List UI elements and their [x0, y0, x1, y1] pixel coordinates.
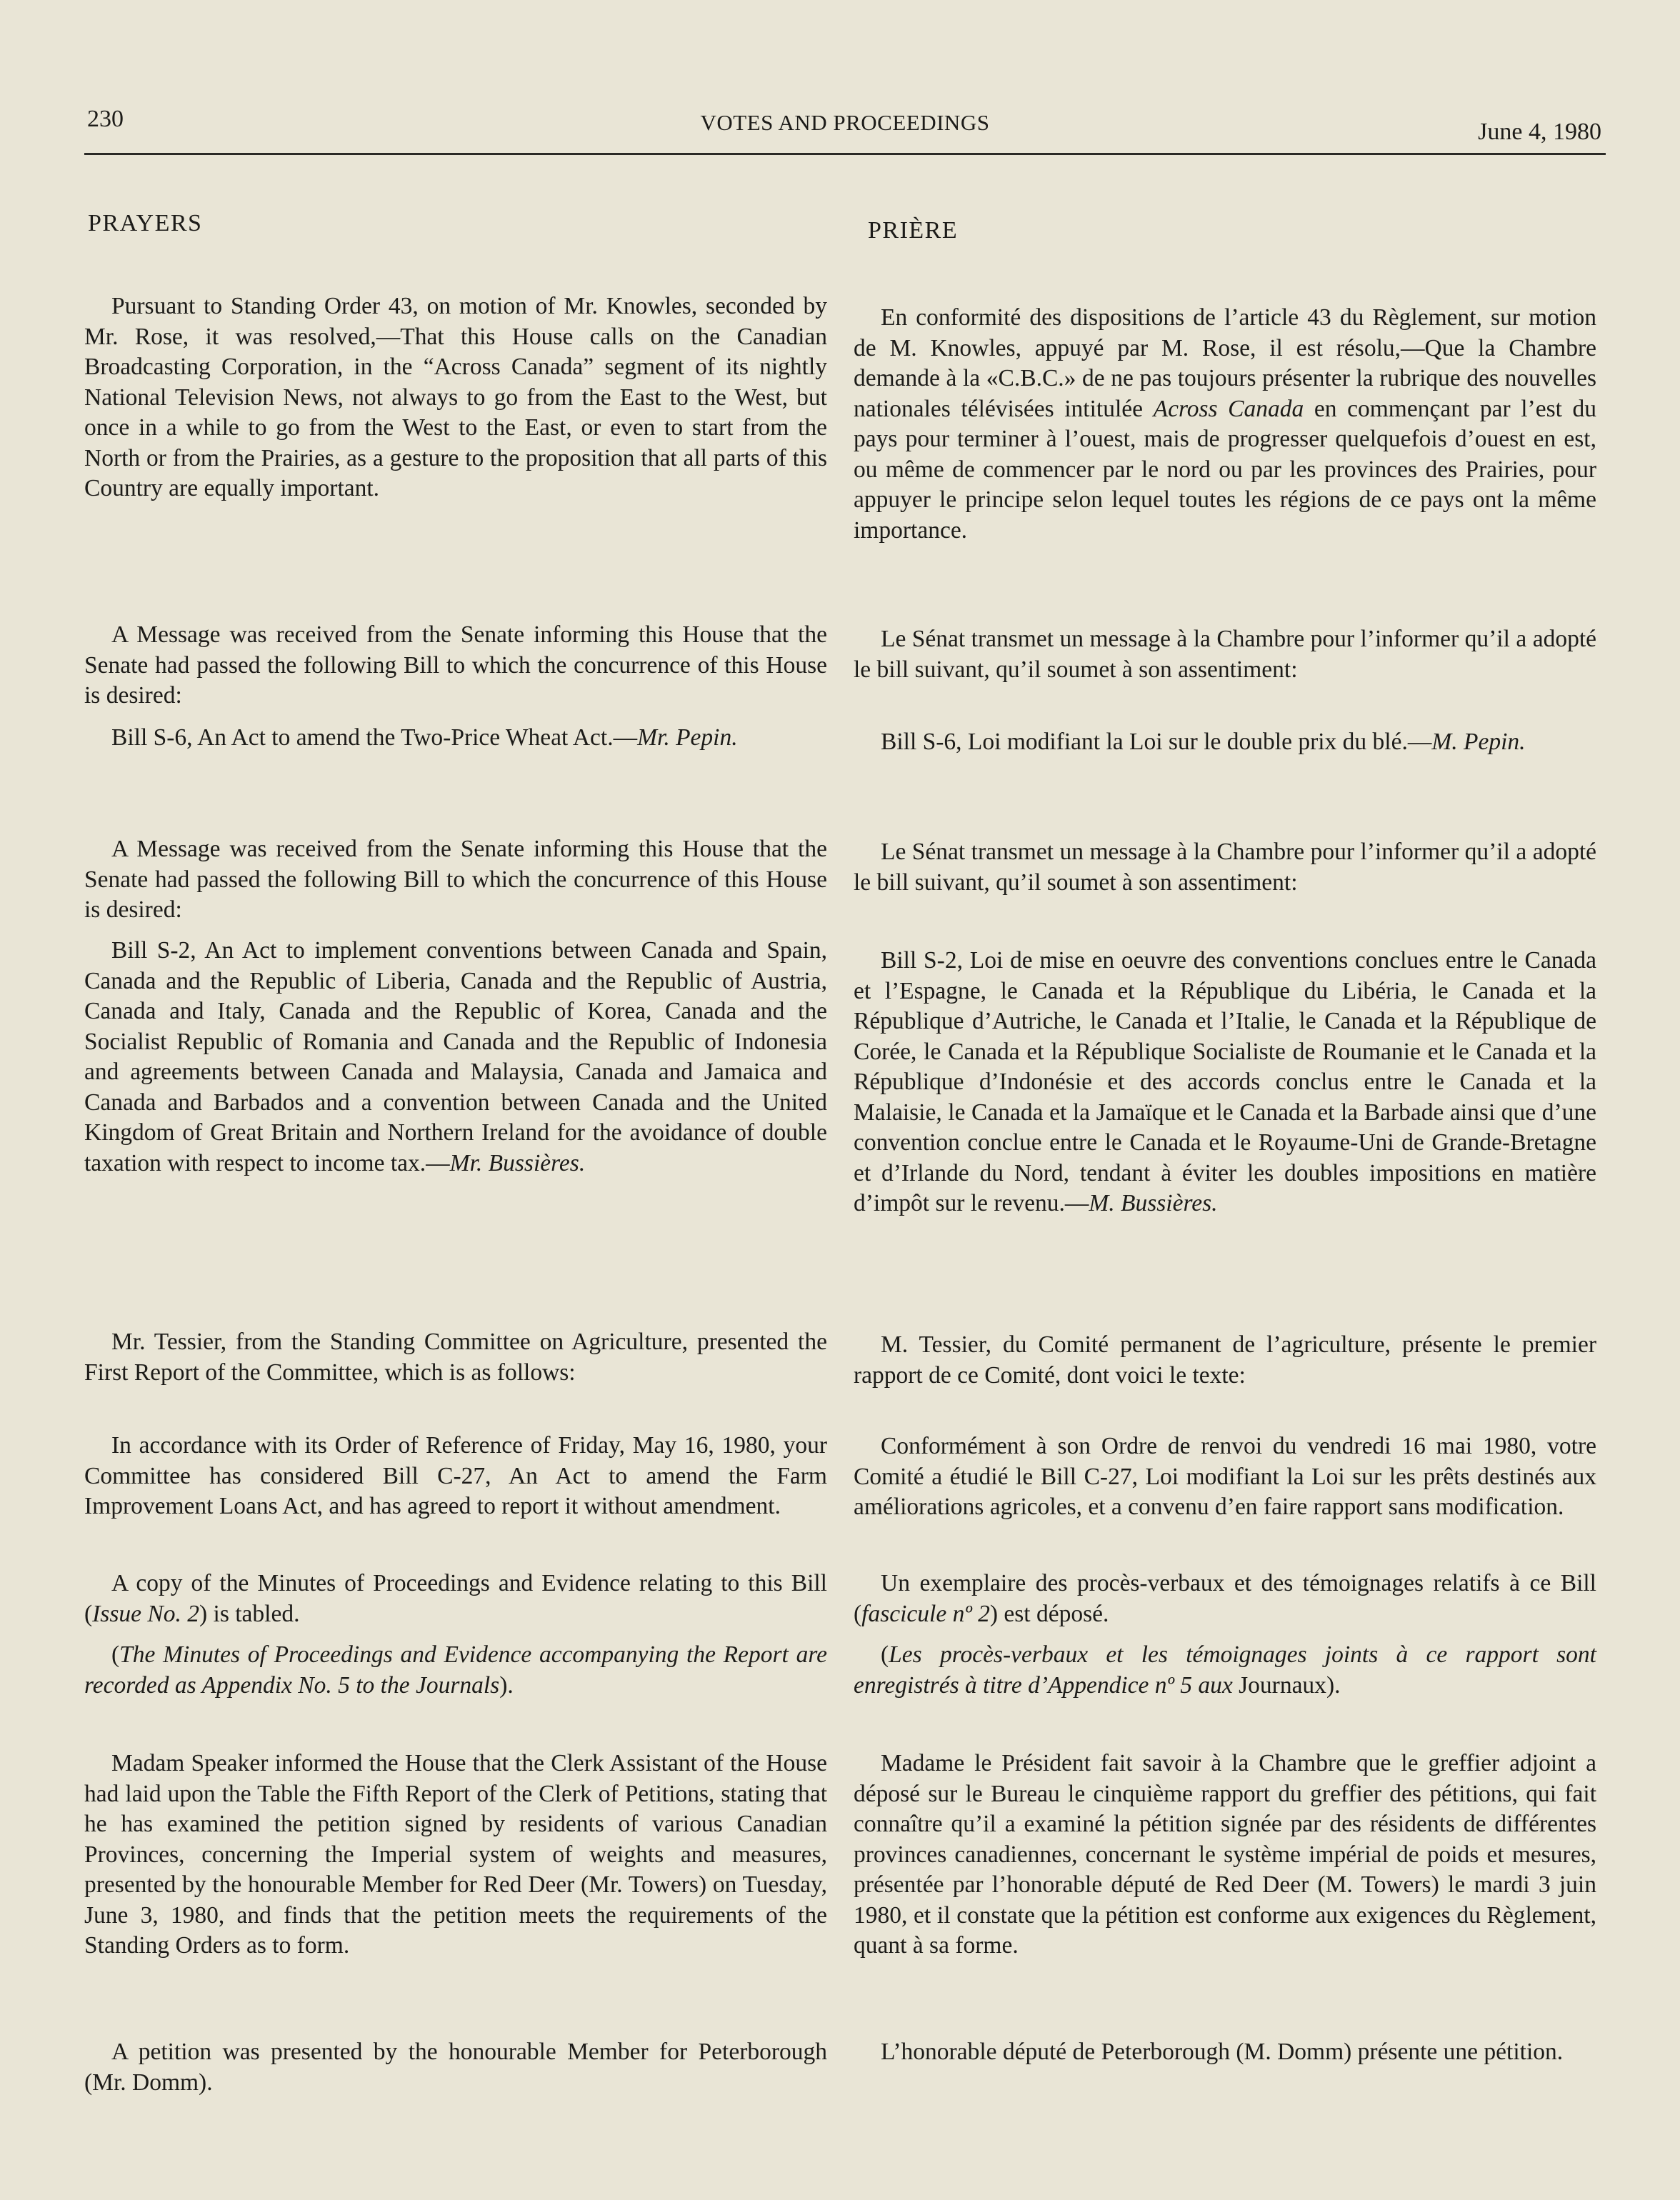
bill-s2-entry-fr: Bill S-2, Loi de mise en oeuvre des conventions conclues entre le Canada et l’Espagne, le Canada et la République du Libéria, le Canada et la République d’Autriche, le Canada et l’Italie, le Canada et la République de Corée, le Canada et la République Socialiste de Roumanie et le Canada et la République d’Indonésie et des accords conclus entre le Canada et la Malaisie, le Canada et la Jamaïque et le Canada et la Barbade ainsi que d’une convention conclue entre le Canada et le Royaume-Uni de Grande-Bretagne et d’Irlande du Nord, tendant à éviter les doubles impositions en matière d’impôt sur le revenu.—M. Bussières.	[854, 947, 1596, 1216]
clerk-petitions-report: Madam Speaker informed the House that the Clerk Assistant of the House had laid upon the Table the Fifth Report of the Clerk of Petitions, stating that he has examined the petition signed by residents of various Canadian Provinces, concerning the Imperial system of weights and measures, presented by the honourable Member for Red Deer (Mr. Towers) on Tuesday, June 3, 1980, and finds that the petition meets the requirements of the Standing Orders as to form.	[84, 1750, 827, 1959]
senate-message-1: A Message was received from the Senate informing this House that the Senate had passed the following Bill to which the concurrence of this House is desired:	[84, 621, 827, 709]
sitting-date: June 4, 1980	[1478, 119, 1601, 145]
bill-s6-sponsor-fr: M. Pepin.	[1431, 729, 1526, 755]
bill-s2-sponsor: Mr. Bussières.	[449, 1149, 586, 1176]
committee-report-intro-fr: M. Tessier, du Comité permanent de l’agriculture, présente le premier rapport de ce Comité, dont voici le texte:	[854, 1331, 1596, 1389]
french-column	[854, 0, 1596, 2200]
minutes-copy-tabled-fr: Un exemplaire des procès-verbaux et des témoignages relatifs à ce Bill (fascicule nº 2) est déposé.	[854, 1570, 1596, 1627]
senate-message-2-fr: Le Sénat transmet un message à la Chambre pour l’informer qu’il a adopté le bill suivant, qu’il soumet à son assentiment:	[854, 839, 1596, 896]
motion-paragraph: Pursuant to Standing Order 43, on motion of Mr. Knowles, seconded by Mr. Rose, it was resolved,—That this House calls on the Canadian Broadcasting Corporation, in the “Across Canada” segment of its nightly National Television News, not always to go from the East to the West, but once in a while to go from the West to the East, or even to start from the North or from the Prairies, as a gesture to the proposition that all parts of this Country are equally important.	[84, 293, 827, 501]
bill-s6-entry: Bill S-6, An Act to amend the Two-Price Wheat Act.—Mr. Pepin.	[111, 724, 738, 751]
minutes-appendix-note-fr: (Les procès-verbaux et les témoignages joints à ce rapport sont enregistrés à titre d’Appendice nº 5 aux Journaux).	[854, 1641, 1596, 1699]
committee-report-text: In accordance with its Order of Reference of Friday, May 16, 1980, your Committee has considered Bill C-27, An Act to amend the Farm Improvement Loans Act, and has agreed to report it without amendment.	[84, 1432, 827, 1519]
senate-message-1-fr: Le Sénat transmet un message à la Chambre pour l’informer qu’il a adopté le bill suivant, qu’il soumet à son assentiment:	[854, 626, 1596, 683]
bill-s2-entry: Bill S-2, An Act to implement conventions between Canada and Spain, Canada and the Republic of Liberia, Canada and the Republic of Austria, Canada and Italy, Canada and the Republic of Korea, Canada and the Socialist Republic of Romania and Canada and the Republic of Indonesia and agreements between Canada and Malaysia, Canada and Jamaica and Canada and Barbados and a convention between Canada and the United Kingdom of Great Britain and Northern Ireland for the avoidance of double taxation with respect to income tax.—Mr. Bussières.	[84, 937, 827, 1176]
bill-s6-entry-fr: Bill S-6, Loi modifiant la Loi sur le double prix du blé.—M. Pepin.	[881, 729, 1526, 755]
committee-report-intro: Mr. Tessier, from the Standing Committee on Agriculture, presented the First Report of the Committee, which is as follows:	[84, 1329, 827, 1386]
journal-title: VOTES AND PROCEEDINGS	[700, 110, 990, 135]
petition-presented-fr: L’honorable député de Peterborough (M. Domm) présente une pétition.	[881, 2039, 1564, 2065]
minutes-appendix-note: (The Minutes of Proceedings and Evidence accompanying the Report are recorded as Appendix No. 5 to the Journals).	[84, 1641, 827, 1699]
senate-message-2: A Message was received from the Senate informing this House that the Senate had passed the following Bill to which the concurrence of this House is desired:	[84, 836, 827, 923]
petition-presented: A petition was presented by the honourable Member for Peterborough (Mr. Domm).	[84, 2039, 827, 2096]
minutes-copy-tabled: A copy of the Minutes of Proceedings and Evidence relating to this Bill (Issue No. 2) is tabled.	[84, 1570, 827, 1627]
section-heading-priere: PRIÈRE	[868, 217, 959, 244]
page-number: 230	[87, 106, 124, 132]
english-column	[84, 0, 827, 2200]
committee-report-text-fr: Conformément à son Ordre de renvoi du vendredi 16 mai 1980, votre Comité a étudié le Bill C-27, Loi modifiant la Loi sur les prêts destinés aux améliorations agricoles, et a convenu d’en faire rapport sans modification.	[854, 1433, 1596, 1520]
section-heading-prayers: PRAYERS	[88, 210, 203, 236]
clerk-petitions-report-fr: Madame le Président fait savoir à la Chambre que le greffier adjoint a déposé sur le Bureau le cinquième rapport du greffier des pétitions, qui fait connaître qu’il a examiné la pétition signée par des résidents de différentes provinces canadiennes, concernant le système impérial de poids et mesures, présentée par l’honorable député de Red Deer (M. Towers) le mardi 3 juin 1980, et il constate que la pétition est conforme aux exigences du Règlement, quant à sa forme.	[854, 1750, 1596, 1959]
motion-paragraph-fr: En conformité des dispositions de l’article 43 du Règlement, sur motion de M. Knowles, appuyé par M. Rose, il est résolu,—Que la Chambre demande à la «C.B.C.» de ne pas toujours présenter la rubrique des nouvelles nationales télévisées intitulée Across Canada en commençant par l’est du pays pour terminer à l’ouest, mais de progresser quelquefois d’ouest en est, ou même de commencer par le nord ou par les provinces des Prairies, pour appuyer le principe selon lequel toutes les régions de ce pays ont la même importance.	[854, 304, 1597, 544]
bill-s2-sponsor-fr: M. Bussières.	[1089, 1190, 1218, 1216]
bill-s6-sponsor: Mr. Pepin.	[637, 724, 738, 751]
